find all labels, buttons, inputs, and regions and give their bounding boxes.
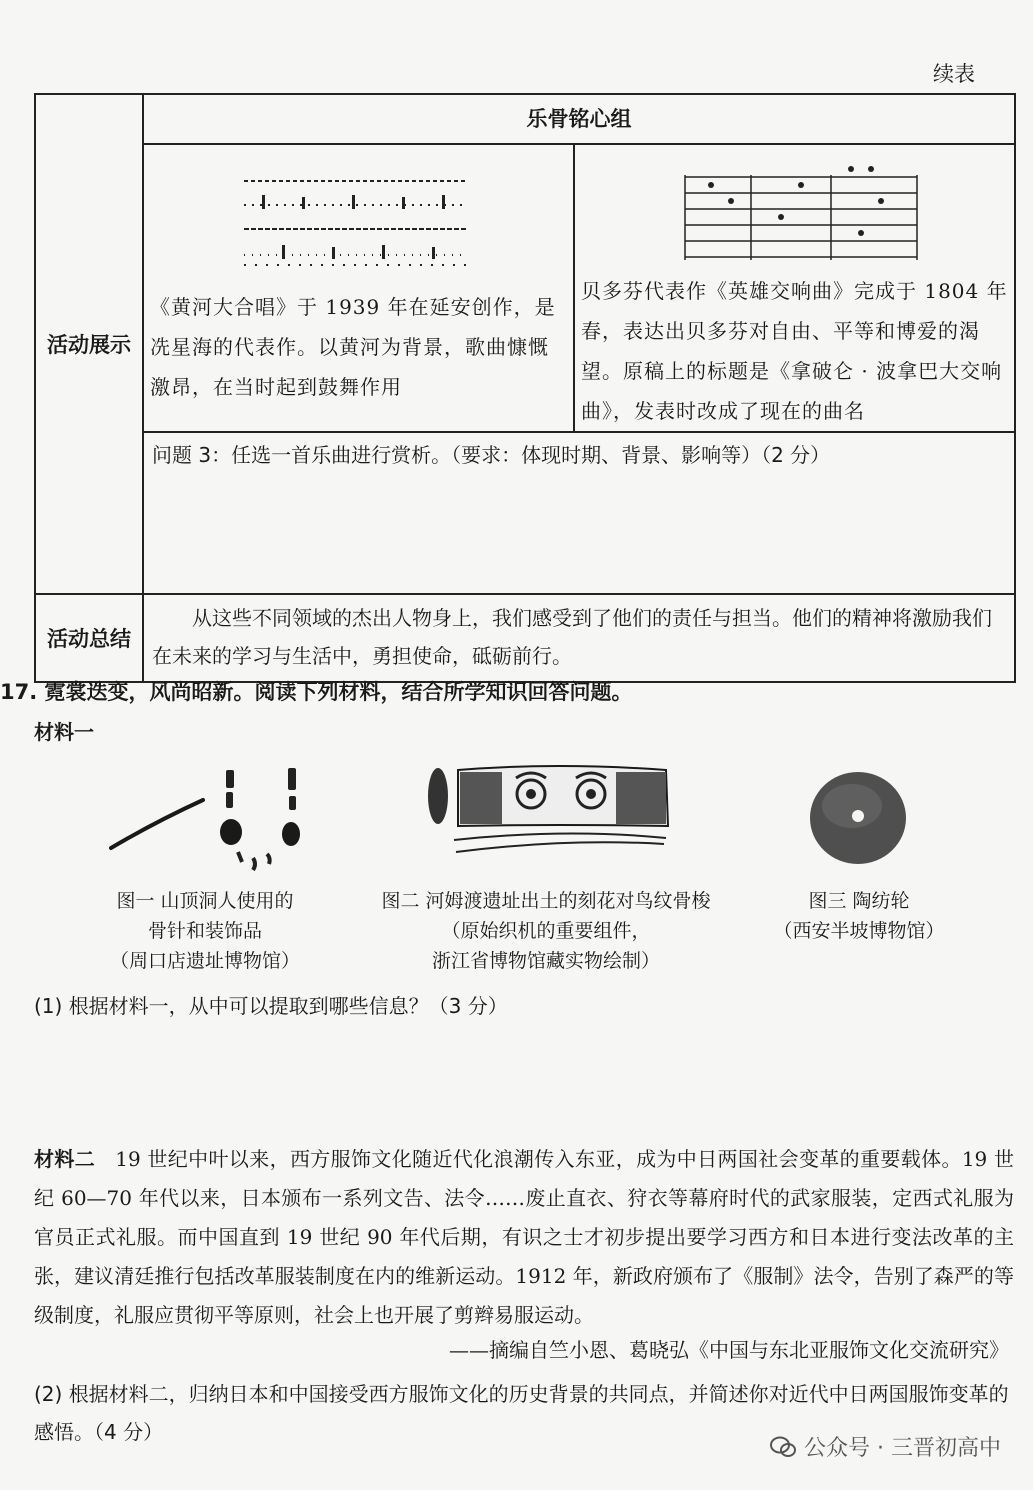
question-2: (2) 根据材料二，归纳日本和中国接受西方服饰文化的历史背景的共同点，并简述你对近代中日两国服饰变革的感悟。（4 分） [34, 1382, 1009, 1444]
figure-1-caption [90, 886, 320, 976]
figure-3-caption-line2: （西安半坡博物馆） [773, 920, 945, 942]
figure-2-caption-line3: 浙江省博物馆藏实物绘制） [431, 950, 660, 972]
question-17-title: 17. 霓裳迭变，风尚昭新。阅读下列材料，结合所学知识回答问题。 [0, 680, 633, 704]
bone-needle-ornaments-figure [105, 762, 315, 872]
orchestral-score-image [681, 165, 921, 265]
group-title: 乐骨铭心组 [143, 94, 1015, 144]
watermark [770, 1431, 1001, 1462]
summary-text: 从这些不同领域的杰出人物身上，我们感受到了他们的责任与担当。他们的精神将激励我们在未来的学习与生活中，勇担使命，砥砺前行。 [143, 594, 1015, 682]
figure-1-caption-line2: 骨针和装饰品 [147, 920, 262, 942]
figure-2-caption-line2: （原始织机的重要组件， [441, 920, 651, 942]
question-1: (1) 根据材料一，从中可以提取到哪些信息？（3 分） [34, 994, 508, 1018]
figure-1-caption-line3: （周口店遗址博物馆） [109, 950, 300, 972]
material-2-paragraph [34, 1140, 1014, 1335]
figure-3-caption-line1: 图三 陶纺轮 [808, 890, 910, 912]
material-2-text: 19 世纪中叶以来，西方服饰文化随近代化浪潮传入东亚，成为中日两国社会变革的重要载体。19 世纪 60—70 年代以来，日本颁布一系列文告、法令……废止直衣、狩衣等幕府时代的武家服装，定西式礼服为官员正式礼服。而中国直到 19 世纪 90 年代后期，有识之士才初步提出要学习西方和日本进行变法改革的主张，建议清廷推行包括改革服装制度在内的维新运动。1912 年，新政府颁布了《服制》法令，告别了森严的等级制度，礼服应贯彻平等原则，社会上也开展了剪辫易服运动。 [34, 1147, 1014, 1327]
right-piece-text: 贝多芬代表作《英雄交响曲》完成于 1804 年春，表达出贝多芬对自由、平等和博爱的渴望。原稿上的标题是《拿破仑 · 波拿巴大交响曲》，发表时改成了现在的曲名 [581, 279, 1008, 423]
left-piece-text: 《黄河大合唱》于 1939 年在延安创作，是冼星海的代表作。以黄河为背景，歌曲慷慨激昂，在当时起到鼓舞作用 [150, 295, 556, 399]
figure-1-caption-line1: 图一 山顶洞人使用的 [116, 890, 294, 912]
right-piece-cell [574, 144, 1015, 432]
question-3: 问题 3：任选一首乐曲进行赏析。（要求：体现时期、背景、影响等）（2 分） [143, 432, 1015, 594]
continued-label: 续表 [933, 62, 975, 86]
pottery-spinning-wheel-figure [806, 768, 910, 868]
watermark-text: 公众号 · 三晋初高中 [804, 1436, 1001, 1461]
carved-bone-shuttle-figure [426, 764, 686, 864]
left-piece-cell [143, 144, 574, 432]
activity-table [34, 93, 1016, 683]
material-1-label: 材料一 [34, 720, 94, 744]
material-2-source: ——摘编自竺小恩、葛晓弘《中国与东北亚服饰文化交流研究》 [449, 1338, 1009, 1362]
figure-2-caption [350, 886, 742, 976]
numbered-notation-score-image [242, 175, 472, 275]
figure-3-caption [754, 886, 964, 946]
wechat-icon [770, 1436, 796, 1458]
summary-label: 活动总结 [35, 594, 143, 682]
material-2-label: 材料二 [34, 1147, 96, 1171]
figure-2-caption-line1: 图二 河姆渡遗址出土的刻花对鸟纹骨梭 [381, 890, 711, 912]
activity-display-label: 活动展示 [35, 94, 143, 594]
